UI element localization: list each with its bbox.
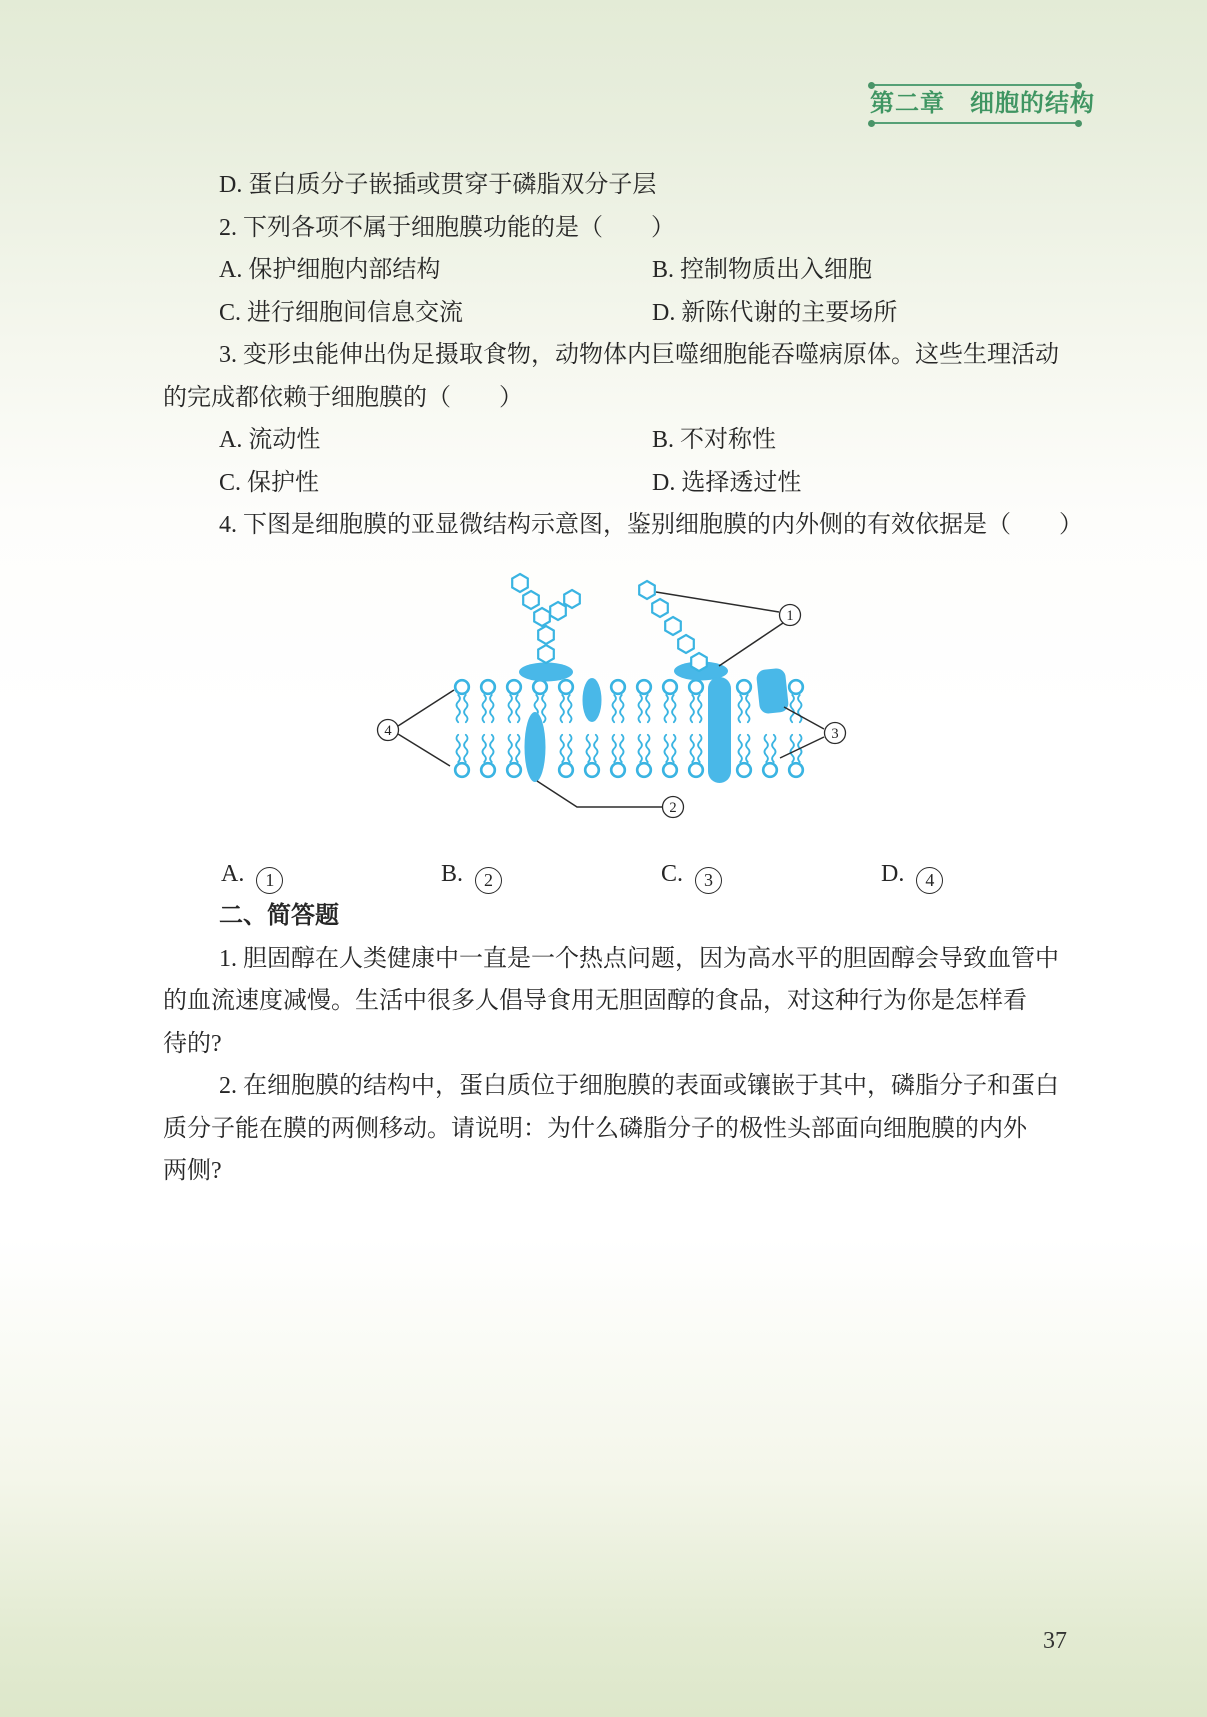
rule-dot-icon [868,82,875,89]
svg-text:4: 4 [384,723,392,740]
q3-options-row-1 [163,419,1058,462]
q3-option-d: D. 选择透过性 [652,469,802,496]
sq2-line2: 质分子能在膜的两侧移动。请说明：为什么磷脂分子的极性头部面向细胞膜的内外 [163,1115,1027,1142]
circled-number: 2 [475,867,502,894]
cell-membrane-diagram [350,515,850,825]
q4-answer-a [221,853,441,896]
sq2-line1: 2. 在细胞膜的结构中，蛋白质位于细胞膜的表面或镶嵌于其中，磷脂分子和蛋白 [219,1073,1059,1099]
sq1-line1: 1. 胆固醇在人类健康中一直是一个热点问题，因为高水平的胆固醇会导致血管中 [219,945,1059,972]
rule-dot-icon [868,120,875,127]
q2-stem: 2. 下列各项不属于细胞膜功能的是（ ） [219,214,675,241]
diagram-label-3 [825,723,846,744]
q3-stem-line1: 3. 变形虫能伸出伪足摄取食物，动物体内巨噬细胞能吞噬病原体。这些生理活动 [219,342,1059,368]
q3-options-row-2 [163,462,1058,505]
q4-answer-b [441,853,661,896]
answer-letter: A. [221,860,245,887]
circled-number: 3 [695,867,722,894]
svg-text:2: 2 [669,800,677,817]
q4-answer-d [881,853,1101,896]
q2-option-d: D. 新陈代谢的主要场所 [652,299,898,326]
rule-dot-icon [1075,82,1082,89]
header-rule-bottom [870,122,1080,124]
embedded-protein-lower [525,712,546,782]
chapter-header [870,84,1095,124]
transmembrane-protein-bar [708,677,731,783]
surface-protein-left [519,663,573,682]
q3-option-c: C. 保护性 [219,469,320,496]
q2-options-row-2 [163,292,1058,335]
svg-text:3: 3 [831,726,839,743]
sq1-line2: 的血流速度减慢。生活中很多人倡导食用无胆固醇的食品，对这种行为你是怎样看 [163,988,1027,1014]
q2-options-row-1 [163,249,1058,292]
sugar-chain-left [512,574,580,663]
q3-option-b: B. 不对称性 [652,427,777,453]
section2-heading: 二、简答题 [219,902,339,929]
rule-dot-icon [1075,120,1082,127]
q2-option-c: C. 进行细胞间信息交流 [219,299,464,326]
chapter-title: 第二章 细胞的结构 [870,90,1095,117]
phospholipid-bilayer [455,680,803,777]
svg-text:1: 1 [786,608,794,625]
page-number: 37 [1043,1628,1067,1654]
diagram-label-4 [378,720,399,741]
answer-letter: C. [661,860,684,887]
q4-stem: 4. 下图是细胞膜的亚显微结构示意图，鉴别细胞膜的内外侧的有效依据是（ ） [219,512,1083,538]
sq2-line3: 两侧? [163,1158,222,1184]
q1-option-d: D. 蛋白质分子嵌插或贯穿于磷脂双分子层 [219,172,657,198]
q2-option-a: A. 保护细胞内部结构 [219,257,441,283]
diagram-label-1 [780,605,801,626]
diagram-label-2 [663,797,684,818]
answer-letter: D. [881,860,905,887]
q3-option-a: A. 流动性 [219,427,321,453]
q4-answer-row [163,853,1058,896]
circled-number: 4 [916,867,943,894]
q4-answer-c [661,853,881,896]
answer-letter: B. [441,860,464,887]
sq1-line3: 待的? [163,1030,222,1057]
q3-stem-line2: 的完成都依赖于细胞膜的（ ） [163,384,523,411]
circled-number: 1 [256,867,283,894]
embedded-protein-small [583,678,602,722]
q2-option-b: B. 控制物质出入细胞 [652,257,873,283]
header-rule-top [870,84,1080,86]
